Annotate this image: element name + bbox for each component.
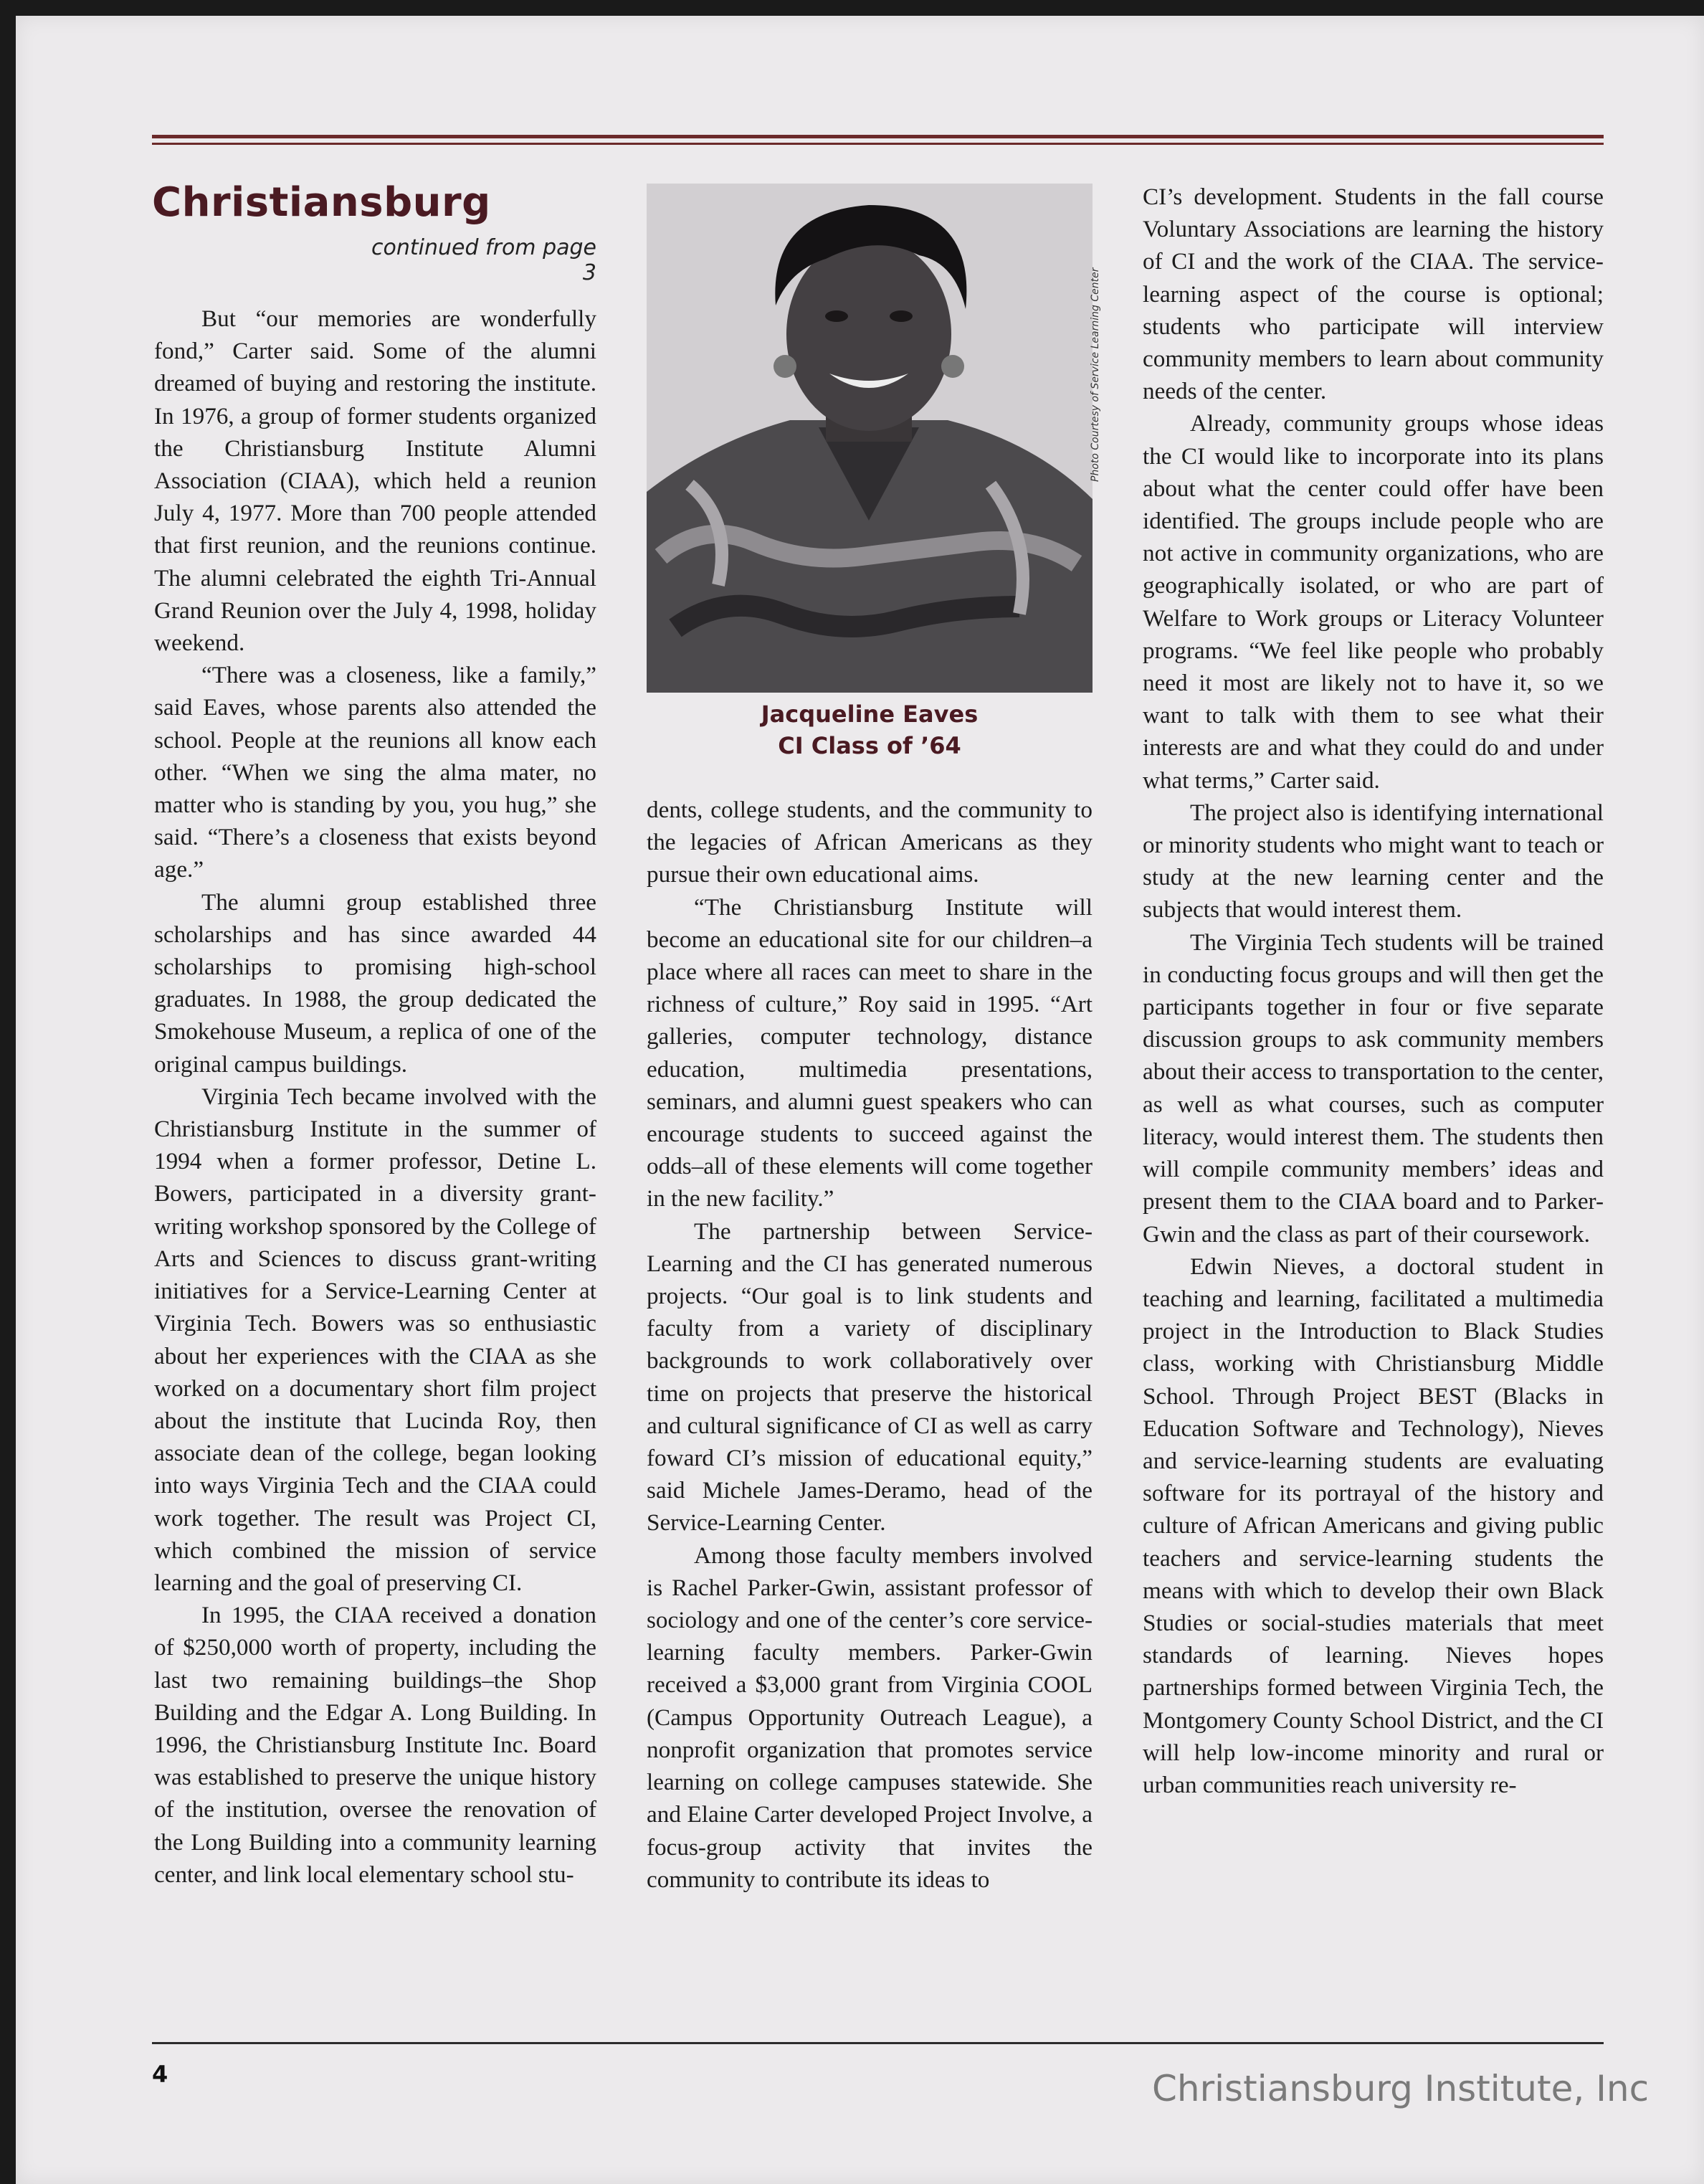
paragraph: The partnership between Service-Learning and the CI has generated numerous projects. “Our goal is to link students and faculty from a variety of disciplinary backgrounds to work collaboratively over time on projects that preserve the historical and cultural significance of CI as well as carry foward CI’s mission of educational equity,” said Michele James-Deramo, head of the Service-Learning Center. bbox=[647, 1217, 1093, 1537]
portrait-photo bbox=[647, 184, 1093, 693]
paragraph: Among those faculty members involved is Rachel Parker-Gwin, assistant professor of sociology and one of the center’s core service-learning faculty members. Parker-Gwin received a $3,000 grant from Virginia COOL (Campus Opportunity Outreach League), a nonprofit organization that promotes service learning on college campuses statewide. She and Elaine Carter developed Project Involve, a focus-group activity that invites the community to contribute its ideas to bbox=[647, 1542, 1093, 1893]
column-1 bbox=[154, 303, 596, 1891]
paragraph: “There was a closeness, like a family,” said Eaves, whose parents also attended the school. People at the reunions all know each other. “When we sing the alma mater, no matter who is standing by you, you hug,” she said. “There’s a closeness that exists beyond age.” bbox=[154, 662, 596, 883]
bottom-rule bbox=[152, 2042, 1604, 2044]
watermark: Christiansburg Institute, Inc bbox=[1152, 2068, 1650, 2109]
paragraph: But “our memories are wonderfully fond,” Carter said. Some of the alumni dreamed of buying and restoring the institute. In 1976, a group of former students organized the Christiansburg Institute Alumni Association (CIAA), which held a reunion July 4, 1977. More than 700 people attended that first reunion, and the reunions continue. The alumni celebrated the eighth Tri-Annual Grand Reunion over the July 4, 1998, holiday weekend. bbox=[154, 305, 596, 657]
photo-caption bbox=[647, 698, 1093, 761]
paragraph: The alumni group established three scholarships and has since awarded 44 scholarships to promising high-school graduates. In 1988, the group dedicated the Smokehouse Museum, a replica of one of the original campus buildings. bbox=[154, 888, 596, 1078]
paragraph: CI’s development. Students in the fall course Voluntary Associations are learning the history of CI and the work of the CIAA. The service-learning aspect of the course is optional; students who participate will interview community members to learn about community needs of the center. bbox=[1143, 184, 1604, 405]
paragraph: “The Christiansburg Institute will become an educational site for our children–a place where all races can meet to share in the richness of culture,” Roy said in 1995. “Art galleries, computer technology, distance education, multimedia presentations, seminars, and alumni guest speakers who can encourage students to succeed against the odds–all of these elements will come together in the new facility.” bbox=[647, 893, 1093, 1212]
column-3 bbox=[1143, 181, 1604, 1801]
paragraph: dents, college students, and the community to the legacies of African Americans as they pursue their own educational aims. bbox=[647, 797, 1093, 888]
page-number: 4 bbox=[152, 2061, 168, 2088]
caption-name: Jacqueline Eaves bbox=[761, 701, 979, 728]
paragraph: Virginia Tech became involved with the Christiansburg Institute in the summer of 1994 when a former professor, Detine L. Bowers, participated in a diversity grant-writing workshop sponsored by the College of Arts and Sciences to discuss grant-writing initiatives for a Service-Learning Center at Virginia Tech. Bowers was so enthusiastic about her experiences with the CIAA as she worked on a documentary short film project about the institute that Lucinda Roy, then associate dean of the college, began looking into ways Virginia Tech and the CIAA could work together. The result was Project CI, which combined the mission of service learning and the goal of preserving CI. bbox=[154, 1083, 596, 1596]
paragraph: The Virginia Tech students will be trained in conducting focus groups and will then get the participants together in four or five separate discussion groups to ask community members about their access to transportation to the center, as well as what courses, such as computer literacy, would interest them. The students then will compile community members’ ideas and present them to the CIAA board and to Parker-Gwin and the class as part of their coursework. bbox=[1143, 929, 1604, 1248]
magazine-page bbox=[16, 16, 1704, 2184]
column-2 bbox=[647, 794, 1093, 1896]
photo-credit: Photo Courtesy of Service Learning Center bbox=[1090, 267, 1101, 482]
paragraph: In 1995, the CIAA received a donation of $250,000 worth of property, including the last two remaining buildings–the Shop Building and the Edgar A. Long Building. In 1996, the Christiansburg Institute Inc. Board was established to preserve the unique history of the institution, oversee the renovation of the Long Building into a community learning center, and link local elementary school stu- bbox=[154, 1602, 596, 1888]
paragraph: Edwin Nieves, a doctoral student in teaching and learning, facilitated a multimedia project in the Introduction to Black Studies class, working with Christiansburg Middle School. Through Project BEST (Blacks in Education Software and Technology), Nieves and service-learning students are evaluating software for its portrayal of the history and culture of African Americans and giving public teachers and service-learning students the means with which to develop their own Black Studies or social-studies materials that meet standards of learning. Nieves hopes partnerships formed between Virginia Tech, the Montgomery County School District, and the CI will help low-income minority and rural or urban communities reach university re- bbox=[1143, 1253, 1604, 1798]
paragraph: The project also is identifying international or minority students who might want to teach or study at the new learning center and the subjects that would interest them. bbox=[1143, 799, 1604, 924]
continued-note: continued from page 3 bbox=[371, 235, 596, 285]
paragraph: Already, community groups whose ideas the CI would like to incorporate into its plans about what the center could offer have been identified. The groups include people who are not active in community organizations, who are geographically isolated, or who are part of Welfare to Work groups or Literacy Volunteer programs. “We feel like people who probably need it most are likely not to have it, so we want to talk with them to see what their interests are and what they could do and under what terms,” Carter said. bbox=[1143, 410, 1604, 794]
caption-class: CI Class of ’64 bbox=[778, 732, 961, 759]
top-rule bbox=[152, 135, 1604, 145]
article-heading: Christiansburg bbox=[152, 179, 491, 226]
